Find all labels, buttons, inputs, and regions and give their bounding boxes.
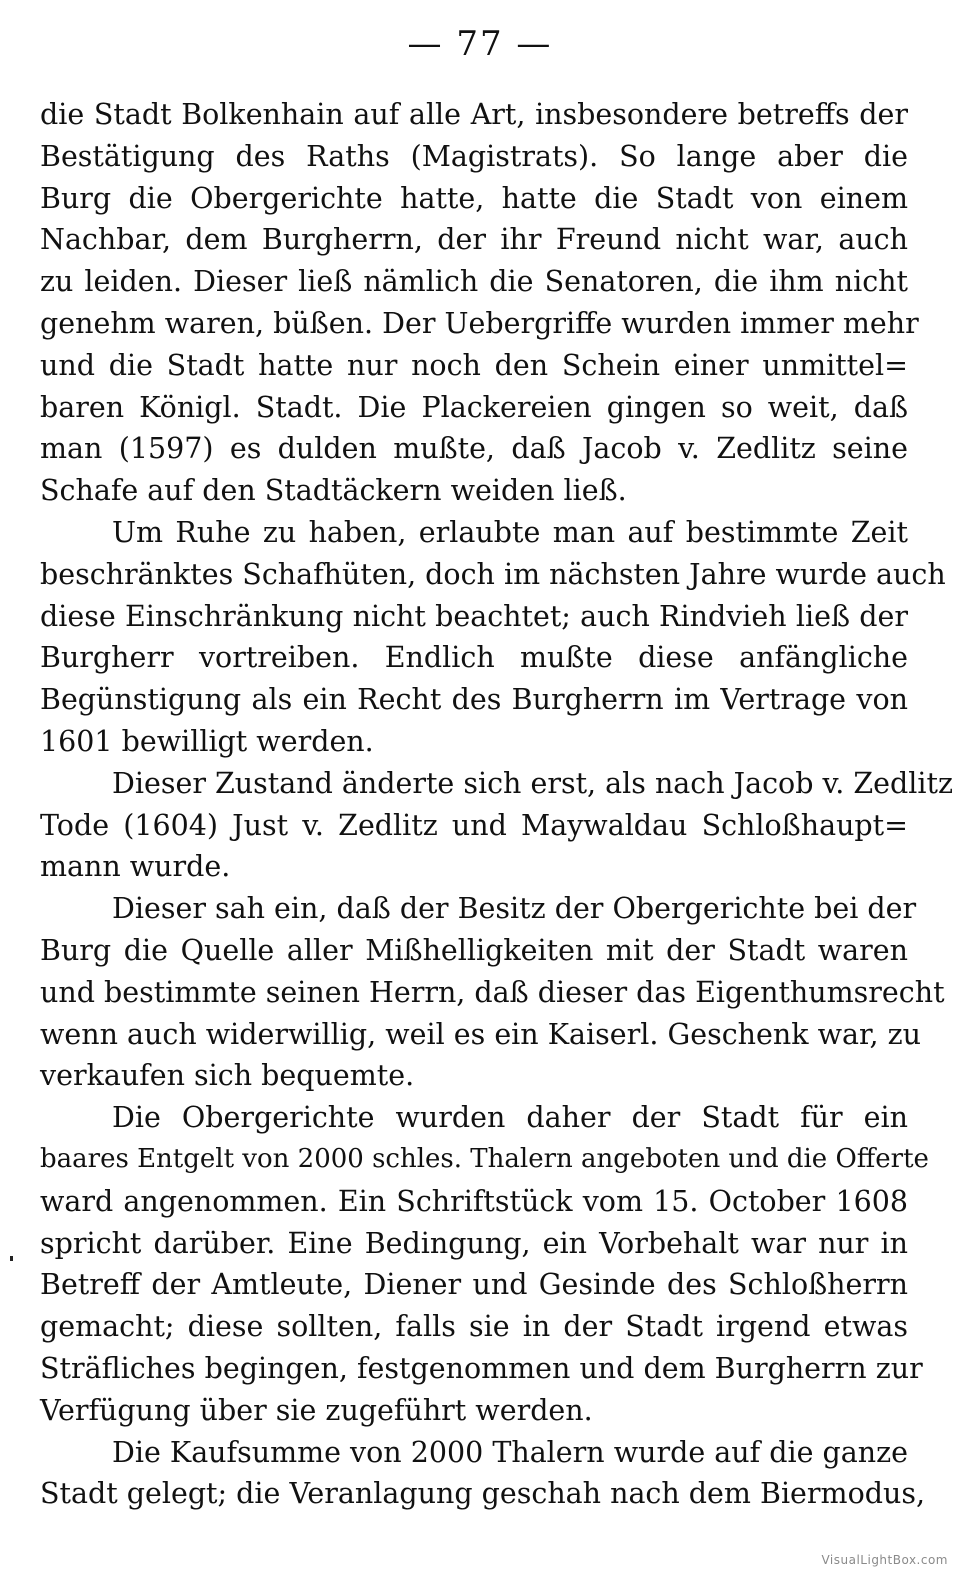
scan-speck <box>10 1256 13 1261</box>
paragraph-first-line: Die Obergerichte wurden daher der Stadt für ein <box>112 1101 908 1135</box>
text-line: Begünstigung als ein Recht des Burgherrn im Vertrage von <box>40 683 908 717</box>
text-line: zu leiden. Dieser ließ nämlich die Senatoren, die ihm nicht <box>40 265 908 299</box>
text-line: Bestätigung des Raths (Magistrats). So lange aber die <box>40 139 908 173</box>
text-line: Stadt gelegt; die Veranlagung geschah nach dem Biermodus, <box>40 1477 926 1511</box>
text-line: Nachbar, dem Burgherrn, der ihr Freund nicht war, auch <box>40 223 908 257</box>
text-line: die Stadt Bolkenhain auf alle Art, insbesondere betreffs der <box>40 98 908 131</box>
text-line: und bestimmte seinen Herrn, daß dieser das Eigenthumsrecht <box>40 975 945 1009</box>
text-line: gemacht; diese sollten, falls sie in der Stadt irgend etwas <box>40 1310 908 1344</box>
text-line: diese Einschränkung nicht beachtet; auch Rindvieh ließ der <box>40 599 908 633</box>
body-text <box>40 94 953 1515</box>
text-line: Sträfliches begingen, festgenommen und dem Burgherrn zur <box>40 1351 923 1385</box>
paragraph-first-line: Die Kaufsumme von 2000 Thalern wurde auf die ganze <box>112 1435 908 1469</box>
page-number: — 77 — <box>407 24 553 64</box>
text-line: wenn auch widerwillig, weil es ein Kaiserl. Geschenk war, zu <box>40 1017 921 1051</box>
text-line: mann wurde. <box>40 850 231 884</box>
text-line: man (1597) es dulden mußte, daß Jacob v. Zedlitz seine <box>40 432 908 466</box>
text-line: 1601 bewilligt werden. <box>40 724 374 758</box>
text-line: Burg die Obergerichte hatte, hatte die Stadt von einem <box>40 181 908 215</box>
text-line: beschränktes Schafhüten, doch im nächsten Jahre wurde auch <box>40 557 946 591</box>
text-line: Verfügung über sie zugeführt werden. <box>40 1393 593 1427</box>
text-line: und die Stadt hatte nur noch den Schein einer unmittel= <box>40 348 908 382</box>
text-line: ward angenommen. Ein Schriftstück vom 15. October 1608 <box>40 1184 908 1218</box>
watermark: VisualLightBox.com <box>821 1553 948 1567</box>
text-line: baares Entgelt von 2000 schles. Thalern angeboten und die Offerte <box>40 1143 929 1174</box>
text-line: baren Königl. Stadt. Die Plackereien gingen so weit, daß <box>40 390 908 424</box>
text-line: Burgherr vortreiben. Endlich mußte diese anfängliche <box>40 641 908 675</box>
text-line: genehm waren, büßen. Der Uebergriffe wurden immer mehr <box>40 306 919 340</box>
text-line: spricht darüber. Eine Bedingung, ein Vorbehalt war nur in <box>40 1226 908 1260</box>
text-line: Betreff der Amtleute, Diener und Gesinde des Schloßherrn <box>40 1268 908 1302</box>
text-line: verkaufen sich bequemte. <box>40 1059 415 1093</box>
paragraph-first-line: Dieser Zustand änderte sich erst, als nach Jacob v. Zedlitz <box>112 766 953 800</box>
paragraph-first-line: Um Ruhe zu haben, erlaubte man auf bestimmte Zeit <box>112 515 908 549</box>
text-line: Burg die Quelle aller Mißhelligkeiten mit der Stadt waren <box>40 933 908 967</box>
text-line: Tode (1604) Just v. Zedlitz und Maywaldau Schloßhaupt= <box>40 808 908 842</box>
paragraph-first-line: Dieser sah ein, daß der Besitz der Obergerichte bei der <box>112 892 917 926</box>
text-line: Schafe auf den Stadtäckern weiden ließ. <box>40 474 627 508</box>
